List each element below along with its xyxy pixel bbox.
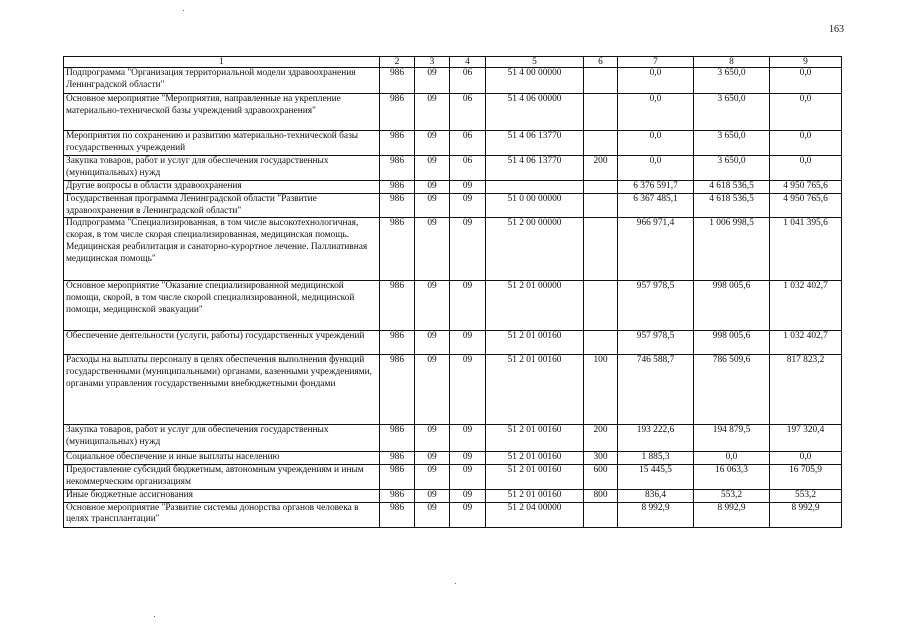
row-name-cell: Основное мероприятие "Оказание специализированной медицинской помощи, скорой, в том числе скорой специализированной, медицинской помощи, медицинской эвакуации"	[64, 281, 380, 331]
expense-type-cell: 800	[584, 489, 618, 502]
amount-year2-cell: 4 618 536,5	[694, 181, 770, 194]
table-header-row	[64, 57, 842, 68]
amount-year3-cell: 8 992,9	[770, 502, 842, 527]
table-body	[64, 68, 842, 528]
table-row	[64, 355, 842, 425]
amount-year3-cell: 0,0	[770, 452, 842, 465]
amount-year2-cell: 3 650,0	[694, 156, 770, 181]
amount-year1-cell: 8 992,9	[618, 502, 694, 527]
amount-year3-cell: 1 041 395,6	[770, 218, 842, 281]
amount-year3-cell: 817 823,2	[770, 355, 842, 425]
gov-code-cell: 986	[380, 425, 415, 452]
gov-code-cell: 986	[380, 131, 415, 156]
amount-year2-cell: 998 005,6	[694, 331, 770, 355]
amount-year2-cell: 786 509,6	[694, 355, 770, 425]
table-row	[64, 465, 842, 490]
amount-year2-cell: 8 992,9	[694, 502, 770, 527]
amount-year3-cell: 0,0	[770, 68, 842, 94]
subsection-cell: 09	[450, 218, 486, 281]
column-header: 1	[64, 57, 380, 68]
expense-type-cell	[584, 281, 618, 331]
row-name-cell: Иные бюджетные ассигнования	[64, 489, 380, 502]
target-article-cell: 51 2 01 00160	[486, 465, 584, 490]
expense-type-cell	[584, 218, 618, 281]
gov-code-cell: 986	[380, 281, 415, 331]
target-article-cell: 51 2 04 00000	[486, 502, 584, 527]
row-name-cell: Государственная программа Ленинградской области "Развитие здравоохранения в Ленинградской области"	[64, 193, 380, 218]
amount-year2-cell: 3 650,0	[694, 131, 770, 156]
subsection-cell: 06	[450, 68, 486, 94]
scan-speck	[183, 10, 184, 11]
section-cell: 09	[415, 465, 450, 490]
table-row	[64, 489, 842, 502]
expense-type-cell: 200	[584, 156, 618, 181]
amount-year3-cell: 1 032 402,7	[770, 331, 842, 355]
gov-code-cell: 986	[380, 68, 415, 94]
expense-type-cell: 600	[584, 465, 618, 490]
table-row	[64, 331, 842, 355]
table-row	[64, 181, 842, 194]
gov-code-cell: 986	[380, 156, 415, 181]
row-name-cell: Мероприятия по сохранению и развитию материально-технической базы государственных учреждений	[64, 131, 380, 156]
subsection-cell: 06	[450, 156, 486, 181]
amount-year1-cell: 1 885,3	[618, 452, 694, 465]
amount-year2-cell: 3 650,0	[694, 68, 770, 94]
expense-type-cell	[584, 181, 618, 194]
section-cell: 09	[415, 281, 450, 331]
amount-year1-cell: 0,0	[618, 94, 694, 131]
target-article-cell: 51 2 01 00160	[486, 425, 584, 452]
amount-year2-cell: 553,2	[694, 489, 770, 502]
target-article-cell: 51 2 01 00160	[486, 452, 584, 465]
subsection-cell: 09	[450, 193, 486, 218]
amount-year2-cell: 0,0	[694, 452, 770, 465]
table-row	[64, 502, 842, 527]
amount-year3-cell: 4 950 765,6	[770, 193, 842, 218]
amount-year1-cell: 6 367 485,1	[618, 193, 694, 218]
expense-type-cell: 100	[584, 355, 618, 425]
row-name-cell: Обеспечение деятельности (услуги, работы) государственных учреждений	[64, 331, 380, 355]
target-article-cell: 51 2 01 00000	[486, 281, 584, 331]
column-header: 4	[450, 57, 486, 68]
target-article-cell: 51 2 00 00000	[486, 218, 584, 281]
column-header: 2	[380, 57, 415, 68]
subsection-cell: 09	[450, 425, 486, 452]
subsection-cell: 09	[450, 489, 486, 502]
amount-year2-cell: 1 006 998,5	[694, 218, 770, 281]
column-header: 5	[486, 57, 584, 68]
amount-year2-cell: 998 005,6	[694, 281, 770, 331]
amount-year1-cell: 957 978,5	[618, 281, 694, 331]
column-header: 8	[694, 57, 770, 68]
gov-code-cell: 986	[380, 355, 415, 425]
section-cell: 09	[415, 355, 450, 425]
section-cell: 09	[415, 331, 450, 355]
row-name-cell: Основное мероприятие "Мероприятия, направленные на укрепление материально-технической базы учреждений здравоохранения"	[64, 94, 380, 131]
amount-year3-cell: 16 705,9	[770, 465, 842, 490]
table-row	[64, 94, 842, 131]
amount-year3-cell: 0,0	[770, 156, 842, 181]
amount-year3-cell: 1 032 402,7	[770, 281, 842, 331]
expense-type-cell: 300	[584, 452, 618, 465]
subsection-cell: 06	[450, 131, 486, 156]
amount-year3-cell: 553,2	[770, 489, 842, 502]
column-header: 9	[770, 57, 842, 68]
amount-year2-cell: 3 650,0	[694, 94, 770, 131]
table-row	[64, 193, 842, 218]
gov-code-cell: 986	[380, 94, 415, 131]
gov-code-cell: 986	[380, 181, 415, 194]
gov-code-cell: 986	[380, 331, 415, 355]
amount-year3-cell: 4 950 765,6	[770, 181, 842, 194]
amount-year1-cell: 193 222,6	[618, 425, 694, 452]
amount-year1-cell: 0,0	[618, 68, 694, 94]
expense-type-cell	[584, 193, 618, 218]
row-name-cell: Закупка товаров, работ и услуг для обеспечения государственных (муниципальных) нужд	[64, 425, 380, 452]
subsection-cell: 09	[450, 452, 486, 465]
target-article-cell: 51 4 06 00000	[486, 94, 584, 131]
section-cell: 09	[415, 181, 450, 194]
column-header: 3	[415, 57, 450, 68]
gov-code-cell: 986	[380, 502, 415, 527]
subsection-cell: 09	[450, 181, 486, 194]
section-cell: 09	[415, 193, 450, 218]
section-cell: 09	[415, 489, 450, 502]
expense-type-cell	[584, 331, 618, 355]
target-article-cell: 51 4 06 13770	[486, 156, 584, 181]
amount-year1-cell: 966 971,4	[618, 218, 694, 281]
section-cell: 09	[415, 94, 450, 131]
budget-table	[63, 56, 842, 528]
row-name-cell: Предоставление субсидий бюджетным, автономным учреждениям и иным некоммерческим организациям	[64, 465, 380, 490]
subsection-cell: 09	[450, 281, 486, 331]
target-article-cell: 51 2 01 00160	[486, 355, 584, 425]
page-number: 163	[829, 24, 844, 35]
scan-speck	[455, 583, 456, 584]
target-article-cell: 51 4 06 13770	[486, 131, 584, 156]
column-header: 6	[584, 57, 618, 68]
row-name-cell: Подпрограмма "Организация территориальной модели здравоохранения Ленинградской области"	[64, 68, 380, 94]
column-header: 7	[618, 57, 694, 68]
amount-year3-cell: 0,0	[770, 131, 842, 156]
amount-year1-cell: 746 588,7	[618, 355, 694, 425]
gov-code-cell: 986	[380, 489, 415, 502]
table-row	[64, 281, 842, 331]
gov-code-cell: 986	[380, 218, 415, 281]
subsection-cell: 09	[450, 465, 486, 490]
table-row	[64, 425, 842, 452]
table-row	[64, 218, 842, 281]
section-cell: 09	[415, 425, 450, 452]
row-name-cell: Подпрограмма "Специализированная, в том числе высокотехнологичная, скорая, в том числе скорая специализированная, медицинская помощь. Медицинская реабилитация и санаторно-курортное лечение. Паллиативная медицинская помощь"	[64, 218, 380, 281]
expense-type-cell	[584, 502, 618, 527]
expense-type-cell	[584, 94, 618, 131]
gov-code-cell: 986	[380, 193, 415, 218]
section-cell: 09	[415, 156, 450, 181]
subsection-cell: 06	[450, 94, 486, 131]
row-name-cell: Закупка товаров, работ и услуг для обеспечения государственных (муниципальных) нужд	[64, 156, 380, 181]
scan-speck	[154, 616, 155, 617]
target-article-cell: 51 2 01 00160	[486, 331, 584, 355]
amount-year1-cell: 6 376 591,7	[618, 181, 694, 194]
section-cell: 09	[415, 452, 450, 465]
table-row	[64, 131, 842, 156]
row-name-cell: Другие вопросы в области здравоохранения	[64, 181, 380, 194]
amount-year1-cell: 0,0	[618, 131, 694, 156]
amount-year1-cell: 836,4	[618, 489, 694, 502]
subsection-cell: 09	[450, 502, 486, 527]
row-name-cell: Расходы на выплаты персоналу в целях обеспечения выполнения функций государственными (муниципальными) органами, казенными учреждениями, органами управления государственными внебюджетными фондами	[64, 355, 380, 425]
amount-year1-cell: 957 978,5	[618, 331, 694, 355]
target-article-cell: 51 2 01 00160	[486, 489, 584, 502]
target-article-cell: 51 0 00 00000	[486, 193, 584, 218]
amount-year2-cell: 4 618 536,5	[694, 193, 770, 218]
amount-year1-cell: 0,0	[618, 156, 694, 181]
amount-year3-cell: 0,0	[770, 94, 842, 131]
amount-year2-cell: 16 063,3	[694, 465, 770, 490]
row-name-cell: Социальное обеспечение и иные выплаты населению	[64, 452, 380, 465]
amount-year1-cell: 15 445,5	[618, 465, 694, 490]
table-row	[64, 68, 842, 94]
gov-code-cell: 986	[380, 452, 415, 465]
amount-year2-cell: 194 879,5	[694, 425, 770, 452]
target-article-cell: 51 4 00 00000	[486, 68, 584, 94]
section-cell: 09	[415, 131, 450, 156]
subsection-cell: 09	[450, 355, 486, 425]
section-cell: 09	[415, 502, 450, 527]
row-name-cell: Основное мероприятие "Развитие системы донорства органов человека в целях трансплантации"	[64, 502, 380, 527]
expense-type-cell	[584, 131, 618, 156]
section-cell: 09	[415, 218, 450, 281]
table-row	[64, 452, 842, 465]
gov-code-cell: 986	[380, 465, 415, 490]
amount-year3-cell: 197 320,4	[770, 425, 842, 452]
subsection-cell: 09	[450, 331, 486, 355]
table-row	[64, 156, 842, 181]
section-cell: 09	[415, 68, 450, 94]
expense-type-cell	[584, 68, 618, 94]
target-article-cell	[486, 181, 584, 194]
expense-type-cell: 200	[584, 425, 618, 452]
